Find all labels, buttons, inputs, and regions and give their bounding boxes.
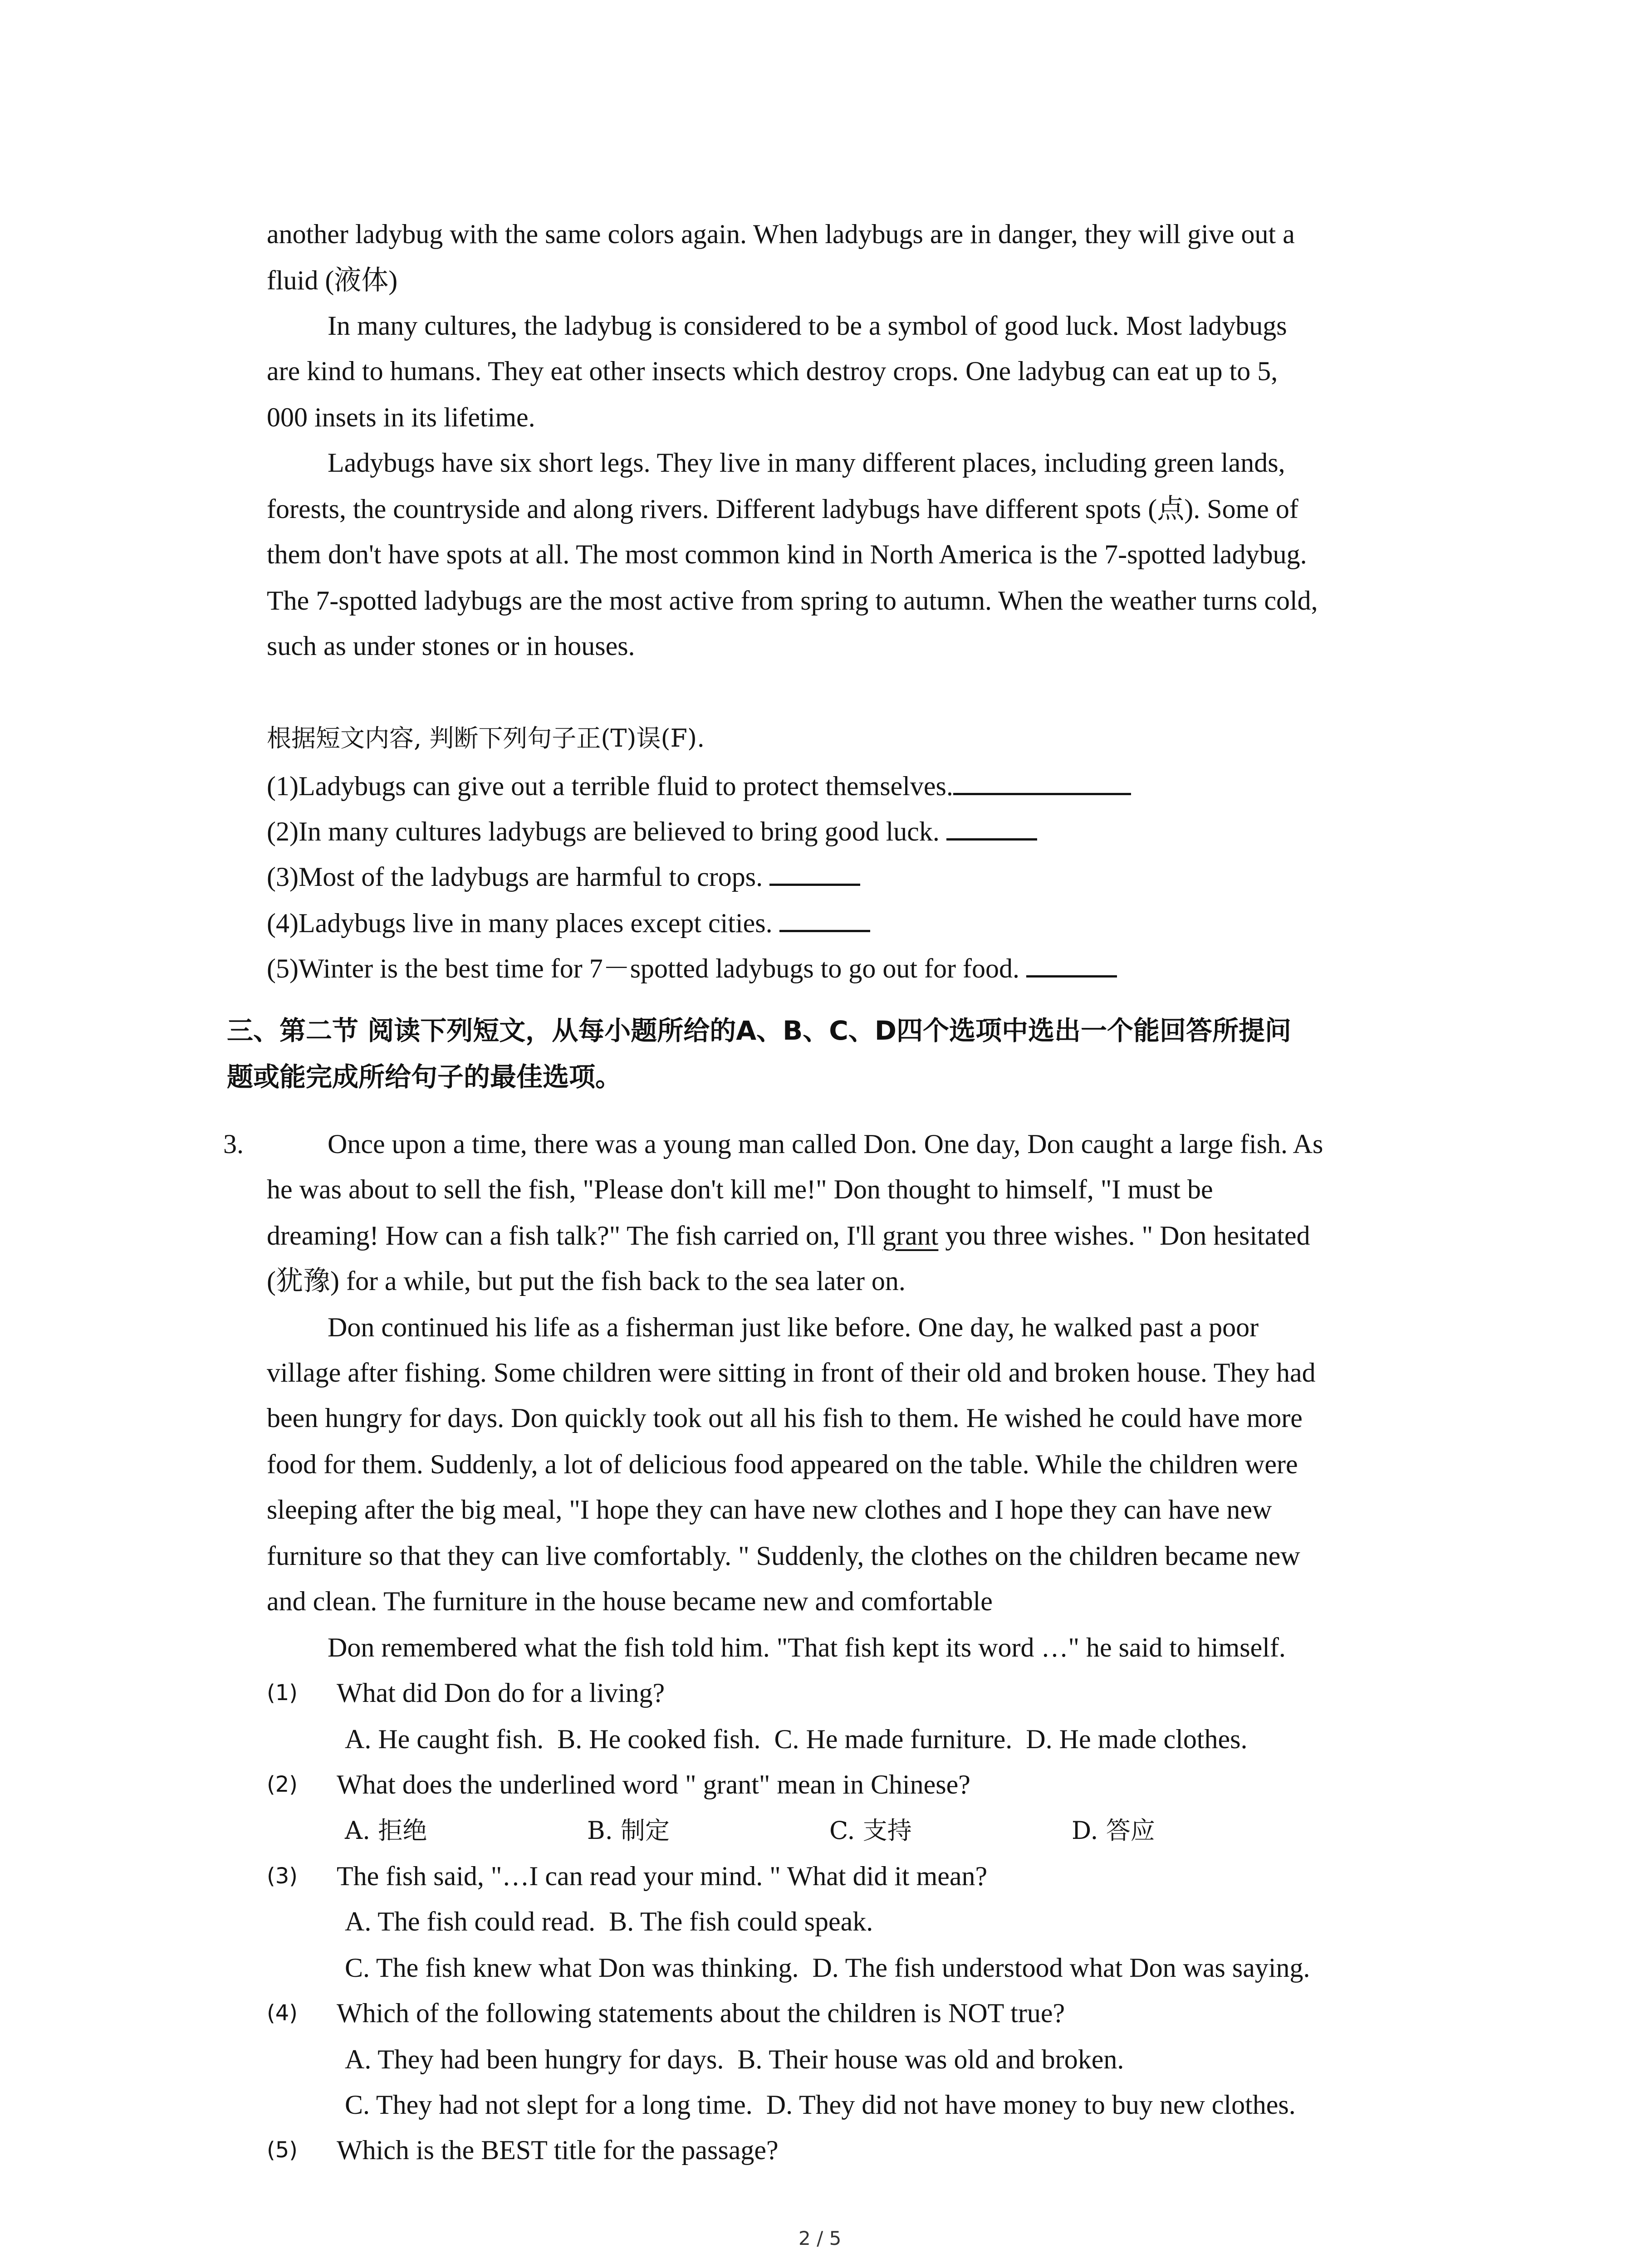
task-instruction: 根据短文内容, 判断下列句子正(T)误(F). [267,724,705,753]
answer-options[interactable]: A. He caught fish. B. He cooked fish. C. He made furniture. D. He made clothes. [345,1724,1248,1754]
paragraph-line: he was about to sell the fish, "Please don't kill me!" Don thought to himself, "I must be [267,1174,1213,1204]
tf-item-text: (3)Most of the ladybugs are harmful to crops. [267,862,770,892]
answer-blank[interactable] [953,767,1131,795]
paragraph-line: (犹豫) for a while, but put the fish back to the sea later on. [267,1266,906,1296]
answer-option[interactable]: A. 拒绝 [345,1816,427,1845]
answer-option[interactable]: C. 支持 [829,1816,912,1845]
paragraph-line: are kind to humans. They eat other insects which destroy crops. One ladybug can eat up to 5, [267,356,1278,386]
text-run: dreaming! How can a fish talk?" The fish carried on, I'll [267,1221,883,1251]
paragraph-line: In many cultures, the ladybug is considered to be a symbol of good luck. Most ladybugs [328,311,1287,341]
paragraph-line: fluid (液体) [267,265,398,295]
paragraph-line: village after fishing. Some children were sitting in front of their old and broken house. They had [267,1358,1316,1388]
section-heading-line: 三、第二节 阅读下列短文，从每小题所给的A、B、C、D四个选项中选出一个能回答所提问 [227,1015,1292,1046]
paragraph-line: Ladybugs have six short legs. They live in many different places, including green lands, [328,448,1285,478]
question-number: (3) [267,1863,298,1889]
paragraph-line [267,1217,1310,1254]
tf-item [267,857,860,895]
paragraph-line: sleeping after the big meal, "I hope they can have new clothes and I hope they can have new [267,1495,1272,1525]
tf-item [267,812,1037,850]
answer-option[interactable]: B. 制定 [587,1816,670,1845]
answer-blank[interactable] [946,812,1037,841]
tf-item [267,949,1117,987]
paragraph-line: furniture so that they can live comfortably. " Suddenly, the clothes on the children became new [267,1541,1300,1571]
paragraph-line: another ladybug with the same colors again. When ladybugs are in danger, they will give out a [267,219,1295,249]
question-number: 3. [223,1129,244,1159]
answer-options[interactable]: A. The fish could read. B. The fish could speak. [345,1906,873,1936]
tf-item-text: (2)In many cultures ladybugs are believed to bring good luck. [267,816,946,846]
answer-option[interactable]: D. 答应 [1072,1816,1155,1845]
question-number: (2) [267,1772,298,1797]
tf-item [267,767,1131,804]
paragraph-line: Don remembered what the fish told him. "That fish kept its word …" he said to himself. [328,1633,1286,1662]
question-text: What does the underlined word " grant" mean in Chinese? [337,1769,970,1799]
paragraph-line: 000 insets in its lifetime. [267,402,535,432]
paragraph-line: such as under stones or in houses. [267,631,635,661]
page-number: 2 / 5 [798,2227,842,2249]
question-text: What did Don do for a living? [337,1678,665,1708]
question-text: Which of the following statements about the children is NOT true? [337,1998,1065,2028]
question-text: The fish said, "…I can read your mind. " What did it mean? [337,1861,988,1891]
paragraph-line: The 7-spotted ladybugs are the most active from spring to autumn. When the weather turns cold, [267,586,1318,616]
answer-blank[interactable] [769,857,860,886]
paragraph-line: been hungry for days. Don quickly took out all his fish to them. He wished he could have more [267,1403,1303,1433]
question-number: (4) [267,2000,298,2026]
paragraph-line: them don't have spots at all. The most common kind in North America is the 7-spotted ladybug. [267,539,1307,569]
answer-options[interactable]: C. They had not slept for a long time. D. They did not have money to buy new clothes. [345,2090,1296,2120]
section-heading-line: 题或能完成所给句子的最佳选项。 [227,1061,622,1092]
answer-blank[interactable] [1026,949,1117,978]
text-run: you three wishes. " Don hesitated [938,1221,1310,1251]
paragraph-line: Don continued his life as a fisherman just like before. One day, he walked past a poor [328,1312,1259,1342]
paragraph-line: forests, the countryside and along rivers. Different ladybugs have different spots (点). Some of [267,494,1298,524]
paragraph-line: Once upon a time, there was a young man called Don. One day, Don caught a large fish. As [328,1129,1323,1159]
question-text: Which is the BEST title for the passage? [337,2135,779,2165]
paragraph-line: food for them. Suddenly, a lot of delicious food appeared on the table. While the children were [267,1449,1298,1479]
tf-item [267,904,870,941]
answer-options[interactable]: C. The fish knew what Don was thinking. D. The fish understood what Don was saying. [345,1953,1310,1983]
answer-options[interactable]: A. They had been hungry for days. B. Their house was old and broken. [345,2044,1124,2074]
tf-item-text: (4)Ladybugs live in many places except cities. [267,908,779,938]
question-number: (1) [267,1680,298,1706]
underlined-word: grant [882,1221,939,1251]
tf-item-text: (5)Winter is the best time for 7－spotted ladybugs to go out for food. [267,953,1026,983]
answer-blank[interactable] [779,904,870,932]
paragraph-line: and clean. The furniture in the house became new and comfortable [267,1586,993,1616]
question-number: (5) [267,2137,298,2163]
tf-item-text: (1)Ladybugs can give out a terrible fluid to protect themselves. [267,771,953,801]
